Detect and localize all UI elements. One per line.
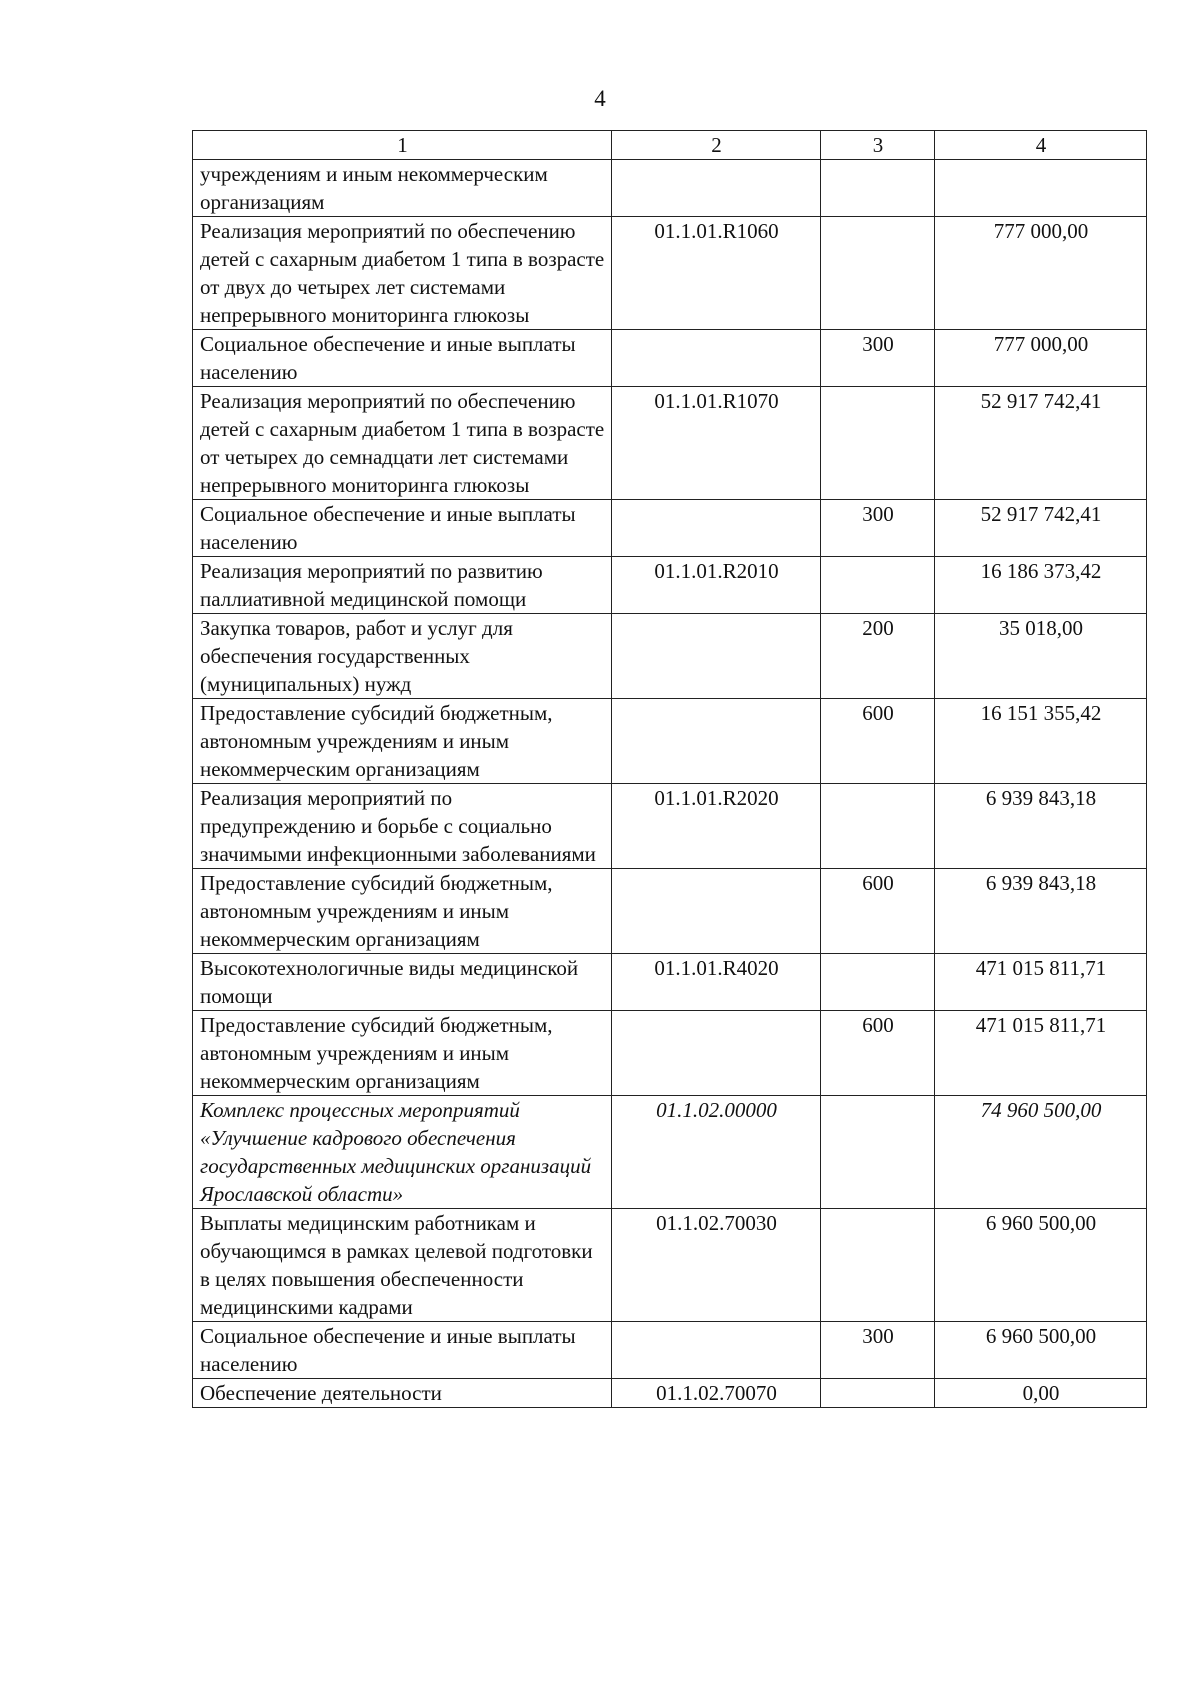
row-code-cell [612, 869, 821, 954]
table-row [193, 330, 1147, 387]
row-code-cell [612, 1322, 821, 1379]
row-amount-cell: 6 939 843,18 [935, 784, 1147, 869]
row-name-cell: Социальное обеспечение и иные выплаты населению [193, 500, 612, 557]
table-row [193, 869, 1147, 954]
row-amount-cell: 16 186 373,42 [935, 557, 1147, 614]
row-name-cell: Реализация мероприятий по предупреждению и борьбе с социально значимыми инфекционными заболеваниями [193, 784, 612, 869]
row-expense-type-cell: 600 [821, 869, 935, 954]
row-code-cell: 01.1.01.R1060 [612, 217, 821, 330]
table-row [193, 1379, 1147, 1408]
row-expense-type-cell: 600 [821, 699, 935, 784]
row-amount-cell: 777 000,00 [935, 330, 1147, 387]
row-code-cell [612, 1011, 821, 1096]
table-header [193, 131, 1147, 160]
table-row [193, 1011, 1147, 1096]
budget-table [192, 130, 1147, 1408]
row-expense-type-cell [821, 1209, 935, 1322]
row-code-cell: 01.1.02.70030 [612, 1209, 821, 1322]
row-name-cell: Комплекс процессных мероприятий «Улучшение кадрового обеспечения государственных медицинских организаций Ярославской области» [193, 1096, 612, 1209]
row-expense-type-cell: 300 [821, 500, 935, 557]
row-expense-type-cell [821, 387, 935, 500]
row-name-cell: Реализация мероприятий по обеспечению детей с сахарным диабетом 1 типа в возрасте от четырех до семнадцати лет системами непрерывного мониторинга глюкозы [193, 387, 612, 500]
row-name-cell: Закупка товаров, работ и услуг для обеспечения государственных (муниципальных) нужд [193, 614, 612, 699]
row-code-cell: 01.1.02.00000 [612, 1096, 821, 1209]
row-amount-cell: 74 960 500,00 [935, 1096, 1147, 1209]
row-name-cell: Выплаты медицинским работникам и обучающимся в рамках целевой подготовки в целях повышения обеспеченности медицинскими кадрами [193, 1209, 612, 1322]
table-row [193, 500, 1147, 557]
row-expense-type-cell: 600 [821, 1011, 935, 1096]
row-expense-type-cell [821, 217, 935, 330]
row-name-cell: Реализация мероприятий по обеспечению детей с сахарным диабетом 1 типа в возрасте от двух до четырех лет системами непрерывного мониторинга глюкозы [193, 217, 612, 330]
row-name-cell: Высокотехнологичные виды медицинской помощи [193, 954, 612, 1011]
row-name-cell: Обеспечение деятельности [193, 1379, 612, 1408]
table-row [193, 160, 1147, 217]
row-amount-cell: 16 151 355,42 [935, 699, 1147, 784]
table-row [193, 954, 1147, 1011]
row-expense-type-cell [821, 557, 935, 614]
table-row [193, 699, 1147, 784]
row-amount-cell: 35 018,00 [935, 614, 1147, 699]
row-code-cell: 01.1.01.R1070 [612, 387, 821, 500]
row-amount-cell: 0,00 [935, 1379, 1147, 1408]
table-row [193, 557, 1147, 614]
row-name-cell: Социальное обеспечение и иные выплаты населению [193, 330, 612, 387]
table-row [193, 387, 1147, 500]
row-code-cell: 01.1.01.R2020 [612, 784, 821, 869]
row-amount-cell: 52 917 742,41 [935, 387, 1147, 500]
row-amount-cell: 6 939 843,18 [935, 869, 1147, 954]
row-code-cell [612, 160, 821, 217]
page-number: 4 [594, 86, 606, 111]
row-amount-cell: 6 960 500,00 [935, 1209, 1147, 1322]
table-row [193, 1096, 1147, 1209]
row-expense-type-cell: 300 [821, 1322, 935, 1379]
column-header-3: 3 [821, 131, 935, 160]
table-row [193, 1209, 1147, 1322]
row-code-cell: 01.1.01.R4020 [612, 954, 821, 1011]
row-name-cell: Предоставление субсидий бюджетным, автономным учреждениям и иным некоммерческим организациям [193, 699, 612, 784]
row-code-cell [612, 699, 821, 784]
row-name-cell: учреждениям и иным некоммерческим организациям [193, 160, 612, 217]
row-amount-cell: 471 015 811,71 [935, 1011, 1147, 1096]
table-row [193, 614, 1147, 699]
table-row [193, 217, 1147, 330]
header-row [193, 131, 1147, 160]
row-code-cell [612, 500, 821, 557]
row-code-cell: 01.1.02.70070 [612, 1379, 821, 1408]
row-expense-type-cell [821, 1096, 935, 1209]
row-name-cell: Предоставление субсидий бюджетным, автономным учреждениям и иным некоммерческим организациям [193, 869, 612, 954]
table-body [193, 160, 1147, 1408]
column-header-4: 4 [935, 131, 1147, 160]
row-name-cell: Социальное обеспечение и иные выплаты населению [193, 1322, 612, 1379]
column-header-2: 2 [612, 131, 821, 160]
row-expense-type-cell [821, 160, 935, 217]
row-expense-type-cell [821, 954, 935, 1011]
row-expense-type-cell [821, 784, 935, 869]
row-amount-cell: 777 000,00 [935, 217, 1147, 330]
table-row [193, 784, 1147, 869]
row-amount-cell [935, 160, 1147, 217]
row-code-cell [612, 330, 821, 387]
row-amount-cell: 471 015 811,71 [935, 954, 1147, 1011]
row-expense-type-cell: 200 [821, 614, 935, 699]
column-header-1: 1 [193, 131, 612, 160]
row-code-cell [612, 614, 821, 699]
row-name-cell: Предоставление субсидий бюджетным, автономным учреждениям и иным некоммерческим организациям [193, 1011, 612, 1096]
row-amount-cell: 52 917 742,41 [935, 500, 1147, 557]
row-expense-type-cell: 300 [821, 330, 935, 387]
row-name-cell: Реализация мероприятий по развитию паллиативной медицинской помощи [193, 557, 612, 614]
row-expense-type-cell [821, 1379, 935, 1408]
row-code-cell: 01.1.01.R2010 [612, 557, 821, 614]
row-amount-cell: 6 960 500,00 [935, 1322, 1147, 1379]
table-row [193, 1322, 1147, 1379]
